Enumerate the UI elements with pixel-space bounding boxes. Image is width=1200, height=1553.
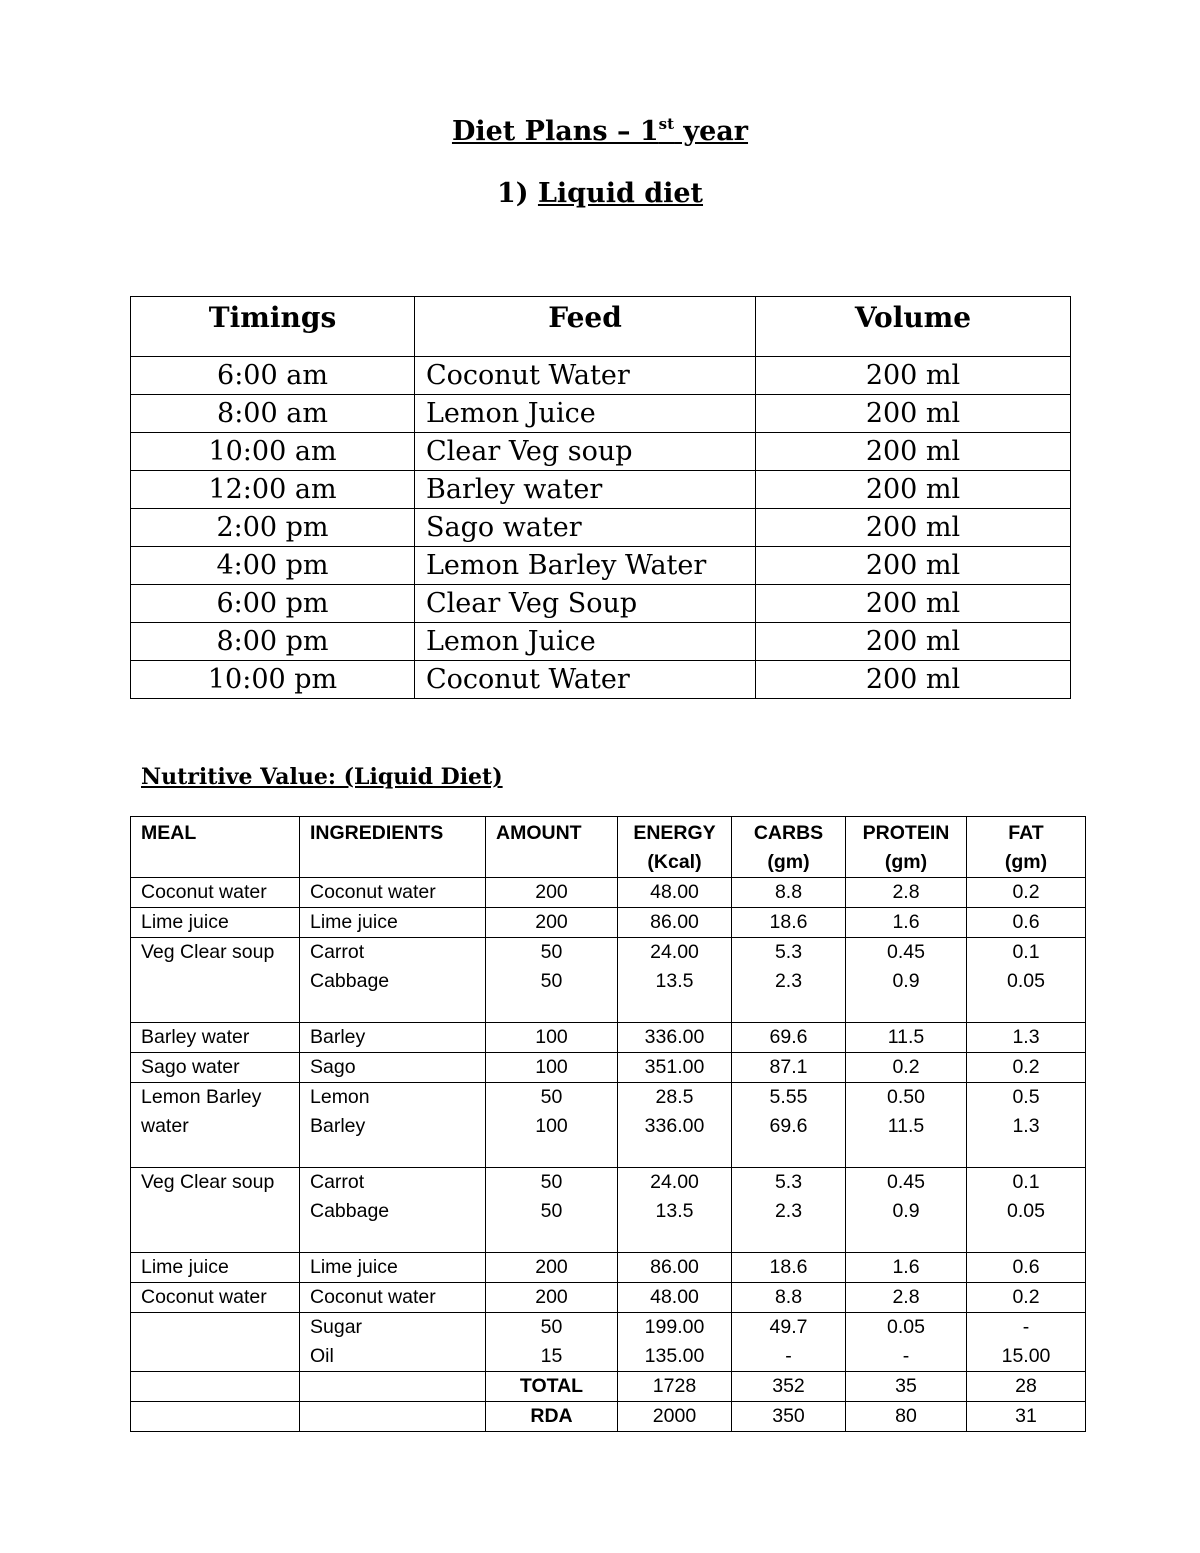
meal-cell	[131, 1168, 300, 1253]
column-header-text: CARBS	[753, 822, 824, 844]
cell-value: -	[785, 1344, 792, 1367]
carbs-cell	[732, 1168, 846, 1253]
column-header-feed: Feed	[415, 297, 756, 357]
feed-cell: Clear Veg soup	[415, 433, 756, 471]
cell-value: Cabbage	[310, 969, 390, 992]
cell-value: Sugar	[310, 1316, 363, 1338]
fat-cell	[967, 1283, 1086, 1313]
energy-cell	[618, 908, 732, 938]
cell-value: 2000	[652, 1405, 697, 1427]
meal-cell	[131, 1313, 300, 1372]
table-row	[131, 471, 1071, 509]
ingredient-cell	[300, 938, 486, 1023]
ingredient-cell	[300, 1023, 486, 1053]
cell-value: 5.3	[774, 941, 803, 963]
cell-value: Carrot	[310, 941, 365, 963]
cell-value: 135.00	[644, 1344, 705, 1367]
column-header-text: (Kcal)	[647, 851, 702, 873]
cell-value: 13.5	[655, 969, 694, 992]
carbs-cell	[732, 1253, 846, 1283]
column-header-text: (gm)	[1004, 851, 1048, 873]
cell-value: Lemon Barley	[141, 1086, 262, 1108]
cell-value: 48.00	[650, 881, 699, 903]
carbs-cell	[732, 1083, 846, 1168]
feed-cell: Coconut Water	[415, 357, 756, 395]
table-row	[131, 1372, 1086, 1402]
carbs-cell	[732, 1402, 846, 1432]
protein-cell	[846, 1402, 967, 1432]
table-header-row	[131, 817, 1086, 878]
liquid-diet-table	[130, 296, 1071, 699]
energy-cell	[618, 1253, 732, 1283]
section-title	[0, 178, 1200, 210]
protein-cell	[846, 1283, 967, 1313]
protein-cell	[846, 878, 967, 908]
column-header-text: MEAL	[141, 822, 197, 844]
cell-value: Barley water	[141, 1026, 250, 1048]
volume-cell: 200 ml	[756, 661, 1071, 699]
timing-cell: 12:00 am	[131, 471, 415, 509]
energy-cell	[618, 1402, 732, 1432]
cell-value: 15	[540, 1344, 563, 1367]
cell-value: Veg Clear soup	[141, 941, 275, 963]
table-row	[131, 1168, 1086, 1253]
column-header-text: INGREDIENTS	[310, 822, 444, 844]
fat-cell	[967, 1372, 1086, 1402]
amount-cell	[486, 1083, 618, 1168]
energy-cell	[618, 1168, 732, 1253]
volume-cell: 200 ml	[756, 585, 1071, 623]
cell-value: 0.05	[1007, 969, 1045, 992]
cell-value: 0.05	[1007, 1199, 1045, 1222]
feed-cell: Lemon Juice	[415, 395, 756, 433]
volume-cell: 200 ml	[756, 623, 1071, 661]
cell-value: Lime juice	[310, 911, 398, 933]
cell-value: Barley	[310, 1114, 366, 1137]
volume-cell: 200 ml	[756, 433, 1071, 471]
column-header-text: (gm)	[767, 851, 810, 873]
cell-value: 8.8	[774, 1286, 803, 1308]
cell-value: 35	[895, 1375, 917, 1397]
protein-cell	[846, 1053, 967, 1083]
cell-value: 69.6	[769, 1026, 808, 1048]
feed-cell: Barley water	[415, 471, 756, 509]
cell-value: Lime juice	[141, 911, 229, 933]
liquid-diet-table-body	[131, 357, 1071, 699]
table-row	[131, 938, 1086, 1023]
amount-cell	[486, 1253, 618, 1283]
protein-cell	[846, 1083, 967, 1168]
cell-value: 200	[535, 1256, 568, 1278]
table-row	[131, 661, 1071, 699]
table-header-row	[131, 297, 1071, 357]
cell-value: 50	[540, 969, 563, 992]
protein-cell	[846, 1023, 967, 1053]
ingredient-cell	[300, 908, 486, 938]
cell-value: 5.3	[774, 1171, 803, 1193]
volume-cell: 200 ml	[756, 395, 1071, 433]
cell-value: 352	[772, 1375, 805, 1397]
cell-value: 0.9	[892, 1199, 920, 1222]
cell-value: 0.6	[1012, 911, 1040, 933]
cell-value: 0.50	[887, 1086, 925, 1108]
table-row	[131, 1053, 1086, 1083]
amount-cell	[486, 1168, 618, 1253]
carbs-cell	[732, 908, 846, 938]
cell-value: 11.5	[887, 1114, 925, 1137]
cell-value: Coconut water	[141, 881, 267, 903]
cell-value: 336.00	[644, 1114, 705, 1137]
cell-value: 100	[535, 1056, 568, 1078]
ingredient-cell	[300, 1372, 486, 1402]
cell-value: 50	[540, 1199, 563, 1222]
column-header-energy	[618, 817, 732, 878]
cell-value: 18.6	[769, 911, 808, 933]
timing-cell: 2:00 pm	[131, 509, 415, 547]
fat-cell	[967, 1253, 1086, 1283]
cell-value: 0.2	[1012, 881, 1040, 903]
table-row	[131, 1253, 1086, 1283]
cell-value: Cabbage	[310, 1199, 390, 1222]
feed-cell: Coconut Water	[415, 661, 756, 699]
nutritive-value-table	[130, 816, 1086, 1432]
amount-cell	[486, 908, 618, 938]
cell-value: 18.6	[769, 1256, 808, 1278]
amount-cell	[486, 1023, 618, 1053]
cell-value: 2.8	[892, 1286, 920, 1308]
table-row	[131, 357, 1071, 395]
ingredient-cell	[300, 1168, 486, 1253]
cell-value: 50	[540, 1171, 563, 1193]
carbs-cell	[732, 1283, 846, 1313]
timing-cell: 6:00 pm	[131, 585, 415, 623]
fat-cell	[967, 1023, 1086, 1053]
ingredient-cell	[300, 1402, 486, 1432]
timing-cell: 10:00 pm	[131, 661, 415, 699]
cell-value: 8.8	[774, 881, 803, 903]
cell-value: Veg Clear soup	[141, 1171, 275, 1193]
fat-cell	[967, 1083, 1086, 1168]
energy-cell	[618, 938, 732, 1023]
cell-value: 86.00	[650, 911, 699, 933]
cell-value: 15.00	[1001, 1344, 1051, 1367]
cell-value: 100	[535, 1114, 568, 1137]
carbs-cell	[732, 878, 846, 908]
meal-cell	[131, 1283, 300, 1313]
fat-cell	[967, 908, 1086, 938]
cell-value: Lime juice	[141, 1256, 229, 1278]
energy-cell	[618, 1372, 732, 1402]
column-header-volume: Volume	[756, 297, 1071, 357]
column-header-fat	[967, 817, 1086, 878]
protein-cell	[846, 1253, 967, 1283]
meal-cell	[131, 1372, 300, 1402]
table-row	[131, 1402, 1086, 1432]
cell-value: 1.3	[1012, 1026, 1040, 1048]
amount-cell	[486, 1053, 618, 1083]
timing-cell: 6:00 am	[131, 357, 415, 395]
table-row	[131, 1023, 1086, 1053]
cell-value: 31	[1015, 1405, 1037, 1427]
amount-cell	[486, 878, 618, 908]
table-row	[131, 1083, 1086, 1168]
cell-value: 50	[540, 1316, 563, 1338]
cell-value: TOTAL	[519, 1375, 584, 1397]
cell-value: 200	[535, 881, 568, 903]
cell-value: 28	[1015, 1375, 1037, 1397]
cell-value: 100	[535, 1026, 568, 1048]
table-row	[131, 585, 1071, 623]
fat-cell	[967, 1053, 1086, 1083]
cell-value: Sago water	[141, 1056, 240, 1078]
amount-cell	[486, 1402, 618, 1432]
protein-cell	[846, 1168, 967, 1253]
cell-value: RDA	[530, 1405, 573, 1427]
cell-value: Lime juice	[310, 1256, 398, 1278]
column-header-text: FAT	[1008, 822, 1044, 844]
volume-cell: 200 ml	[756, 509, 1071, 547]
carbs-cell	[732, 938, 846, 1023]
page-title	[0, 116, 1200, 148]
cell-value: 1.6	[892, 911, 920, 933]
table-row	[131, 1283, 1086, 1313]
ingredient-cell	[300, 1253, 486, 1283]
feed-cell: Lemon Barley Water	[415, 547, 756, 585]
meal-cell	[131, 1023, 300, 1053]
cell-value: 0.1	[1012, 1171, 1040, 1193]
volume-cell: 200 ml	[756, 471, 1071, 509]
energy-cell	[618, 1053, 732, 1083]
cell-value: 0.9	[892, 969, 920, 992]
fat-cell	[967, 1402, 1086, 1432]
cell-value: 0.2	[1012, 1286, 1040, 1308]
cell-value: 0.45	[887, 941, 925, 963]
cell-value: Lemon	[310, 1086, 370, 1108]
cell-value: 5.55	[769, 1086, 808, 1108]
feed-cell: Clear Veg Soup	[415, 585, 756, 623]
cell-value: 200	[535, 911, 568, 933]
table-row	[131, 623, 1071, 661]
meal-cell	[131, 1083, 300, 1168]
volume-cell: 200 ml	[756, 547, 1071, 585]
ingredient-cell	[300, 1283, 486, 1313]
cell-value: 11.5	[887, 1026, 925, 1048]
cell-value: 50	[540, 1086, 563, 1108]
cell-value: 2.3	[774, 969, 803, 992]
column-header-carbs	[732, 817, 846, 878]
carbs-cell	[732, 1313, 846, 1372]
column-header-text: AMOUNT	[496, 822, 582, 844]
cell-value: 0.2	[892, 1056, 920, 1078]
ingredient-cell	[300, 1313, 486, 1372]
cell-value: 69.6	[769, 1114, 808, 1137]
cell-value: 87.1	[769, 1056, 808, 1078]
table-row	[131, 395, 1071, 433]
cell-value: Oil	[310, 1344, 334, 1367]
section-number: 1)	[496, 178, 529, 209]
cell-value: 48.00	[650, 1286, 699, 1308]
ingredient-cell	[300, 878, 486, 908]
feed-cell: Lemon Juice	[415, 623, 756, 661]
column-header-text: PROTEIN	[862, 822, 950, 844]
cell-value: 0.2	[1012, 1056, 1040, 1078]
protein-cell	[846, 908, 967, 938]
title-main-text: Diet Plans – 1	[451, 116, 659, 147]
cell-value: 1.6	[892, 1256, 920, 1278]
cell-value: 13.5	[655, 1199, 694, 1222]
fat-cell	[967, 878, 1086, 908]
volume-cell: 200 ml	[756, 357, 1071, 395]
cell-value: 0.5	[1012, 1086, 1040, 1108]
cell-value: Coconut water	[310, 1286, 436, 1308]
ingredient-cell	[300, 1053, 486, 1083]
table-row	[131, 547, 1071, 585]
cell-value: 200	[535, 1286, 568, 1308]
column-header-timings: Timings	[131, 297, 415, 357]
cell-value: Carrot	[310, 1171, 365, 1193]
cell-value: 0.6	[1012, 1256, 1040, 1278]
fat-cell	[967, 1168, 1086, 1253]
title-superscript: st	[658, 115, 675, 133]
amount-cell	[486, 938, 618, 1023]
cell-value: 1728	[652, 1375, 697, 1397]
carbs-cell	[732, 1372, 846, 1402]
energy-cell	[618, 878, 732, 908]
table-row	[131, 1313, 1086, 1372]
timing-cell: 10:00 am	[131, 433, 415, 471]
column-header-protein	[846, 817, 967, 878]
meal-cell	[131, 938, 300, 1023]
meal-cell	[131, 1053, 300, 1083]
cell-value: 28.5	[655, 1086, 694, 1108]
ingredient-cell	[300, 1083, 486, 1168]
table-row	[131, 878, 1086, 908]
fat-cell	[967, 938, 1086, 1023]
timing-cell: 8:00 am	[131, 395, 415, 433]
carbs-cell	[732, 1023, 846, 1053]
column-header-text: (gm)	[884, 851, 928, 873]
cell-value: 336.00	[644, 1026, 705, 1048]
energy-cell	[618, 1083, 732, 1168]
fat-cell	[967, 1313, 1086, 1372]
protein-cell	[846, 1313, 967, 1372]
timing-cell: 8:00 pm	[131, 623, 415, 661]
cell-value: 0.45	[887, 1171, 925, 1193]
amount-cell	[486, 1372, 618, 1402]
section-label: Liquid diet	[537, 178, 704, 209]
cell-value: 2.8	[892, 881, 920, 903]
cell-value: 0.1	[1012, 941, 1040, 963]
cell-value: 24.00	[650, 941, 699, 963]
table-row	[131, 509, 1071, 547]
cell-value: 350	[772, 1405, 805, 1427]
cell-value: -	[902, 1344, 910, 1367]
cell-value: Barley	[310, 1026, 366, 1048]
table-row	[131, 433, 1071, 471]
cell-value: 86.00	[650, 1256, 699, 1278]
cell-value: 49.7	[769, 1316, 808, 1338]
cell-value: Sago	[310, 1056, 356, 1078]
column-header-ingredients	[300, 817, 486, 878]
protein-cell	[846, 938, 967, 1023]
column-header-text: ENERGY	[633, 822, 716, 844]
energy-cell	[618, 1283, 732, 1313]
cell-value: 199.00	[644, 1316, 705, 1338]
meal-cell	[131, 1253, 300, 1283]
cell-value: 50	[540, 941, 563, 963]
column-header-amount	[486, 817, 618, 878]
cell-value: Coconut water	[141, 1286, 267, 1308]
title-tail-text: year	[674, 116, 749, 147]
cell-value: 1.3	[1012, 1114, 1040, 1137]
cell-value: -	[1022, 1316, 1030, 1338]
nutritive-value-heading: Nutritive Value: (Liquid Diet)	[141, 764, 503, 790]
feed-cell: Sago water	[415, 509, 756, 547]
table-row	[131, 908, 1086, 938]
cell-value: Coconut water	[310, 881, 436, 903]
meal-cell	[131, 908, 300, 938]
nutritive-value-table-body	[131, 878, 1086, 1432]
energy-cell	[618, 1313, 732, 1372]
amount-cell	[486, 1313, 618, 1372]
meal-cell	[131, 878, 300, 908]
cell-value: 0.05	[887, 1316, 925, 1338]
amount-cell	[486, 1283, 618, 1313]
cell-value: 2.3	[774, 1199, 803, 1222]
energy-cell	[618, 1023, 732, 1053]
cell-value: 80	[895, 1405, 917, 1427]
carbs-cell	[732, 1053, 846, 1083]
meal-cell	[131, 1402, 300, 1432]
timing-cell: 4:00 pm	[131, 547, 415, 585]
cell-value: 24.00	[650, 1171, 699, 1193]
cell-value: water	[141, 1114, 189, 1137]
cell-value: 351.00	[644, 1056, 705, 1078]
protein-cell	[846, 1372, 967, 1402]
column-header-meal	[131, 817, 300, 878]
